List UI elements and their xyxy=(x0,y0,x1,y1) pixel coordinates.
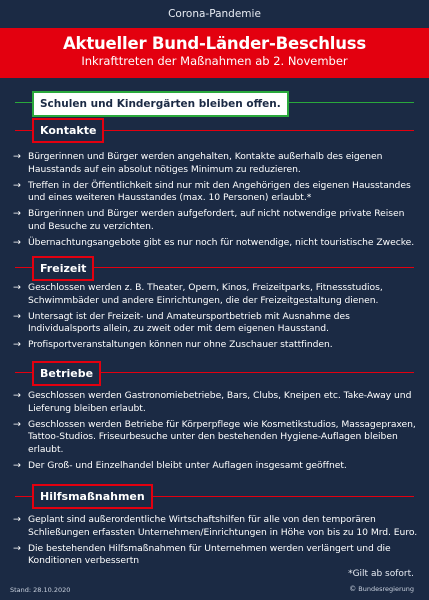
list-item xyxy=(13,419,419,457)
list-item-text: Geschlossen werden Gastronomiebetriebe, Bars, Clubs, Kneipen etc. Take-Away und Lieferung bleiben erlaubt. xyxy=(28,390,412,414)
footnote: *Gilt ab sofort. xyxy=(348,569,414,579)
arrow-icon: → xyxy=(13,236,21,248)
topic-label: Corona-Pandemie xyxy=(168,8,261,20)
list-item xyxy=(13,311,419,336)
list-item-text: Treffen in der Öffentlichkeit sind nur mit den Angehörigen des eigenen Hausstandes und eines weiteren Hausstandes (max. 10 Personen) erlaubt.* xyxy=(28,179,411,204)
kontakte-list xyxy=(13,151,419,253)
arrow-icon: → xyxy=(13,418,21,430)
betriebe-list xyxy=(13,390,419,476)
banner-subtitle: Inkrafttreten der Maßnahmen ab 2. November xyxy=(81,54,348,68)
list-item xyxy=(13,514,419,539)
arrow-icon: → xyxy=(13,390,21,401)
arrow-icon: → xyxy=(13,179,21,191)
betriebe-heading: Betriebe xyxy=(32,361,101,386)
arrow-icon: → xyxy=(13,339,21,351)
list-item xyxy=(13,390,419,415)
list-item-text: Untersagt ist der Freizeit- und Amateursportbetrieb mit Ausnahme des Individualsports allein, zu zweit oder mit dem eigenen Hausstand. xyxy=(28,310,350,335)
list-item xyxy=(13,460,419,473)
kontakte-heading: Kontakte xyxy=(32,118,104,143)
arrow-icon: → xyxy=(13,542,21,554)
title-banner xyxy=(0,28,429,78)
hilfsmassnahmen-list xyxy=(13,514,419,571)
arrow-icon: → xyxy=(13,310,21,322)
credit xyxy=(349,585,414,593)
list-item xyxy=(13,282,419,307)
arrow-icon: → xyxy=(13,208,21,220)
list-item-text: Geschlossen werden Betriebe für Körperpflege wie Kosmetikstudios, Massagepraxen, Tattoo-Studios. Friseurbesuche unter den bestehenden Hygiene-Auflagen bleiben erlaubt. xyxy=(28,418,416,455)
list-item-text: Geschlossen werden z. B. Theater, Opern, Kinos, Freizeitparks, Fitnessstudios, Schwimmbäder und andere Einrichtungen, die der Freizeitgestaltung dienen. xyxy=(28,282,383,306)
list-item-text: Die bestehenden Hilfsmaßnahmen für Unternehmen werden verlängert und die Konditionen verbessertn xyxy=(28,542,391,567)
arrow-icon: → xyxy=(13,282,21,293)
list-item xyxy=(13,339,419,352)
stand-date: Stand: 28.10.2020 xyxy=(10,586,71,594)
list-item-text: Der Groß- und Einzelhandel bleibt unter Auflagen insgesamt geöffnet. xyxy=(28,459,347,471)
copyright-icon: © xyxy=(349,585,357,593)
list-item-text: Geplant sind außerordentliche Wirtschaftshilfen für alle von den temporären Schließungen erfassten Unternehmen/Einrichtungen in Höhe von bis zu 10 Mrd. Euro. xyxy=(28,514,418,538)
freizeit-heading: Freizeit xyxy=(32,256,94,281)
arrow-icon: → xyxy=(13,459,21,471)
hilfsmassnahmen-heading: Hilfsmaßnahmen xyxy=(32,484,153,509)
arrow-icon: → xyxy=(13,151,21,162)
list-item xyxy=(13,151,419,176)
list-item xyxy=(13,208,419,233)
list-item xyxy=(13,543,419,568)
list-item xyxy=(13,180,419,205)
credit-text: Bundesregierung xyxy=(358,585,414,593)
list-item-text: Bürgerinnen und Bürger werden aufgefordert, auf nicht notwendige private Reisen und Besuche zu verzichten. xyxy=(28,208,405,232)
freizeit-list xyxy=(13,282,419,355)
list-item-text: Übernachtungsangebote gibt es nur noch für notwendige, nicht touristische Zwecke. xyxy=(28,236,415,248)
arrow-icon: → xyxy=(13,514,21,525)
banner-title: Aktueller Bund-Länder-Beschluss xyxy=(62,34,367,53)
list-item-text: Bürgerinnen und Bürger werden angehalten, Kontakte außerhalb des eigenen Hausstands auf ein absolut nötiges Minimum zu reduzieren. xyxy=(28,151,383,175)
open-notice-box: Schulen und Kindergärten bleiben offen. xyxy=(32,91,289,117)
list-item-text: Profisportveranstaltungen können nur ohne Zuschauer stattfinden. xyxy=(28,339,333,351)
list-item xyxy=(13,237,419,250)
